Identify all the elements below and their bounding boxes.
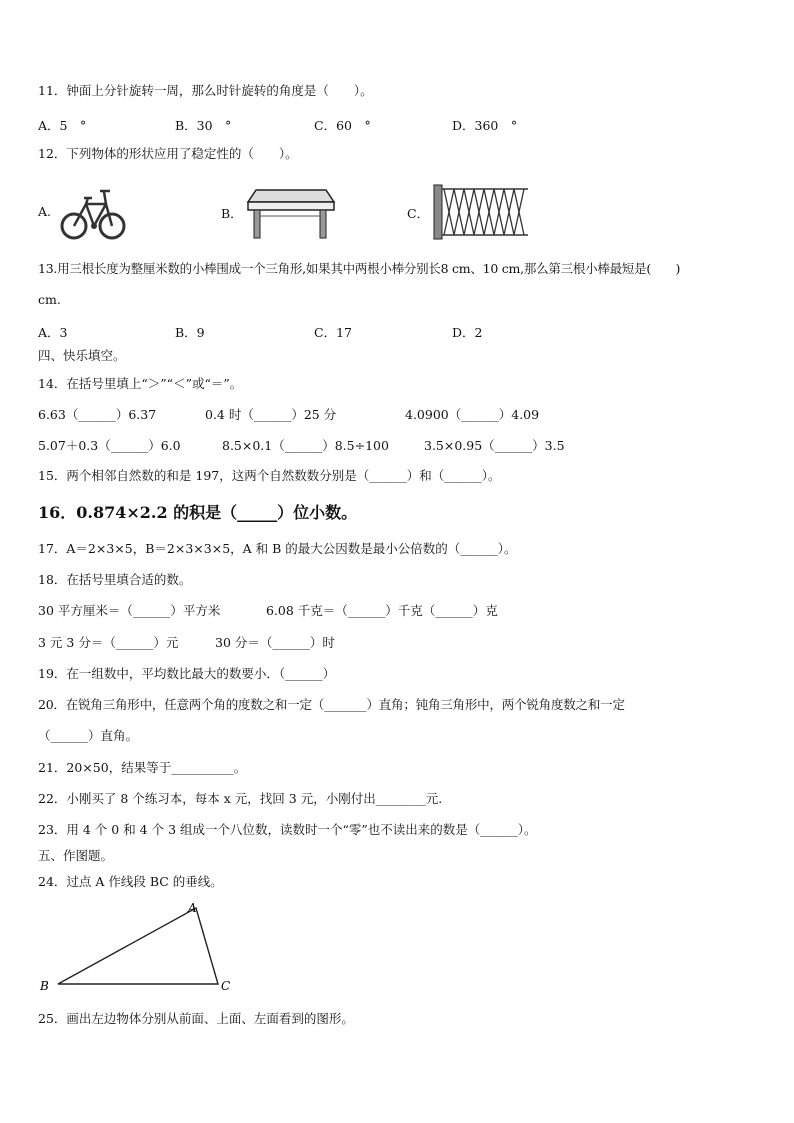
q19-text: 19．在一组数中，平均数比最大的数要小．（______） <box>38 666 336 681</box>
q12-option-b: B． <box>221 206 243 221</box>
q14-item-1: 6.63（______）6.37 <box>38 407 157 422</box>
extendable-gate-icon <box>430 183 532 241</box>
q13-option-b: B．9 <box>175 325 205 340</box>
q14-item-4: 5.07＋0.3（______）6.0 <box>38 438 181 453</box>
q20-line-2: （______）直角。 <box>38 728 139 743</box>
q14-stem: 14．在括号里填上“＞”“＜”或“＝”。 <box>38 376 243 391</box>
q11-option-a: A．5 ° <box>38 118 87 133</box>
q11-option-b: B．30 ° <box>175 118 232 133</box>
section-4-heading: 四、快乐填空。 <box>38 348 126 363</box>
q24-stem: 24．过点 A 作线段 BC 的垂线。 <box>38 874 223 889</box>
q12-option-a: A. <box>38 204 52 219</box>
q18-item-2: 6.08 千克＝（______）千克（______）克 <box>266 603 498 618</box>
table-icon <box>246 186 336 240</box>
q22-text: 22．小刚买了 8 个练习本，每本 x 元，找回 3 元，小刚付出________元. <box>38 791 443 806</box>
q21-text: 21．20×50，结果等于__________。 <box>38 760 247 775</box>
q12-stem: 12．下列物体的形状应用了稳定性的（ ）。 <box>38 146 298 161</box>
q13-option-a: A．3 <box>38 325 68 340</box>
q18-stem: 18．在括号里填合适的数。 <box>38 572 192 587</box>
vertex-label-a: A <box>188 901 197 915</box>
bicycle-icon <box>60 178 126 244</box>
q14-item-6: 3.5×0.95（______）3.5 <box>424 438 565 453</box>
q14-item-2: 0.4 时（______）25 分 <box>205 407 337 422</box>
triangle-diagram <box>36 898 246 998</box>
q11-stem: 11．钟面上分针旋转一周，那么时针旋转的角度是（ ）。 <box>38 83 373 98</box>
q14-item-5: 8.5×0.1（______）8.5÷100 <box>222 438 389 453</box>
q14-item-3: 4.0900（______）4.09 <box>405 407 540 422</box>
q18-item-4: 30 分＝（______）时 <box>215 635 335 650</box>
q13-stem-cont: cm. <box>38 292 61 307</box>
q23-text: 23．用 4 个 0 和 4 个 3 组成一个八位数，读数时一个“零”也不读出来的数是（______）。 <box>38 822 537 837</box>
q20-line-1: 20．在锐角三角形中，任意两个角的度数之和一定（_______）直角；钝角三角形中，两个锐角度数之和一定 <box>38 697 625 712</box>
q25-text: 25．画出左边物体分别从前面、上面、左面看到的图形。 <box>38 1011 354 1026</box>
q18-item-1: 30 平方厘米＝（______）平方米 <box>38 603 221 618</box>
q12-option-c: C． <box>407 206 430 221</box>
section-5-heading: 五、作图题。 <box>38 848 114 863</box>
q16-text: 16．0.874×2.2 的积是（_____）位小数。 <box>38 503 358 522</box>
vertex-label-c: C <box>221 979 231 993</box>
q13-option-d: D．2 <box>452 325 483 340</box>
q17-text: 17．A＝2×3×5，B＝2×3×3×5，A 和 B 的最大公因数是最小公倍数的（______）。 <box>38 541 517 556</box>
q11-option-c: C．60 ° <box>314 118 371 133</box>
q18-item-3: 3 元 3 分＝（______）元 <box>38 635 179 650</box>
q15-text: 15．两个相邻自然数的和是 197，这两个自然数数分别是（______）和（______）。 <box>38 468 501 483</box>
q13-option-c: C．17 <box>314 325 352 340</box>
q11-option-d: D．360 ° <box>452 118 518 133</box>
vertex-label-b: B <box>40 979 49 993</box>
q13-stem: 13.用三根长度为整厘米数的小棒围成一个三角形,如果其中两根小棒分别长8 cm、10 cm,那么第三根小棒最短是( ) <box>38 261 681 276</box>
